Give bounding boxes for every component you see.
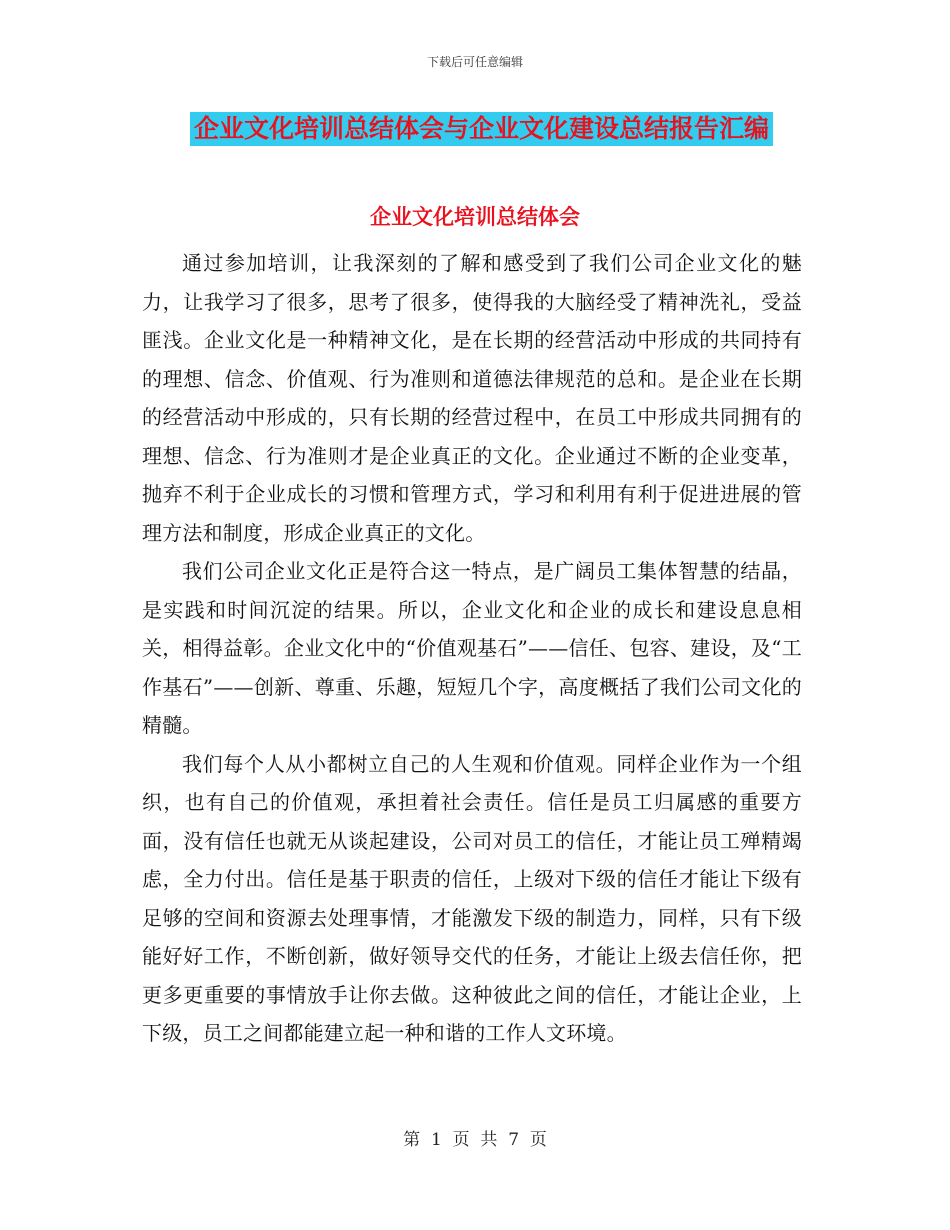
paragraph-1: 通过参加培训，让我深刻的了解和感受到了我们公司企业文化的魅力，让我学习了很多，思考了很多，使得我的大脑经受了精神洗礼，受益匪浅。企业文化是一种精神文化，是在长期的经营活动中形成的共同持有的理想、信念、价值观、行为准则和道德法律规范的总和。是企业在长期的经营活动中形成的，只有长期的经营过程中，在员工中形成共同拥有的理想、信念、行为准则才是企业真正的文化。企业通过不断的企业变革，抛弃不利于企业成长的习惯和管理方式，学习和利用有利于促进进展的管理方法和制度，形成企业真正的文化。	[142, 251, 802, 545]
header-note: 下载后可任意编辑	[426, 55, 523, 69]
paragraph-3: 我们每个人从小都树立自己的人生观和价值观。同样企业作为一个组织，也有自己的价值观，承担着社会责任。信任是员工归属感的重要方面，没有信任也就无从谈起建设，公司对员工的信任，才能让员工殚精竭虑，全力付出。信任是基于职责的信任，上级对下级的信任才能让下级有足够的空间和资源去处理事情，才能激发下级的制造力，同样，只有下级能好好工作，不断创新，做好领导交代的任务，才能让上级去信任你，把更多更重要的事情放手让你去做。这种彼此之间的信任，才能让企业，上下级，员工之间都能建立起一种和谐的工作人文环境。	[142, 751, 802, 1045]
section-title: 企业文化培训总结体会	[370, 205, 580, 229]
page-footer: 第 1 页 共 7 页	[403, 1130, 547, 1150]
document-main-title: 企业文化培训总结体会与企业文化建设总结报告汇编	[190, 112, 773, 146]
document-body	[142, 244, 802, 1053]
paragraph-2: 我们公司企业文化正是符合这一特点，是广阔员工集体智慧的结晶，是实践和时间沉淀的结果。所以，企业文化和企业的成长和建设息息相关，相得益彰。企业文化中的“价值观基石”——信任、包容、建设，及“工作基石”——创新、尊重、乐趣，短短几个字，高度概括了我们公司文化的精髓。	[142, 559, 802, 737]
